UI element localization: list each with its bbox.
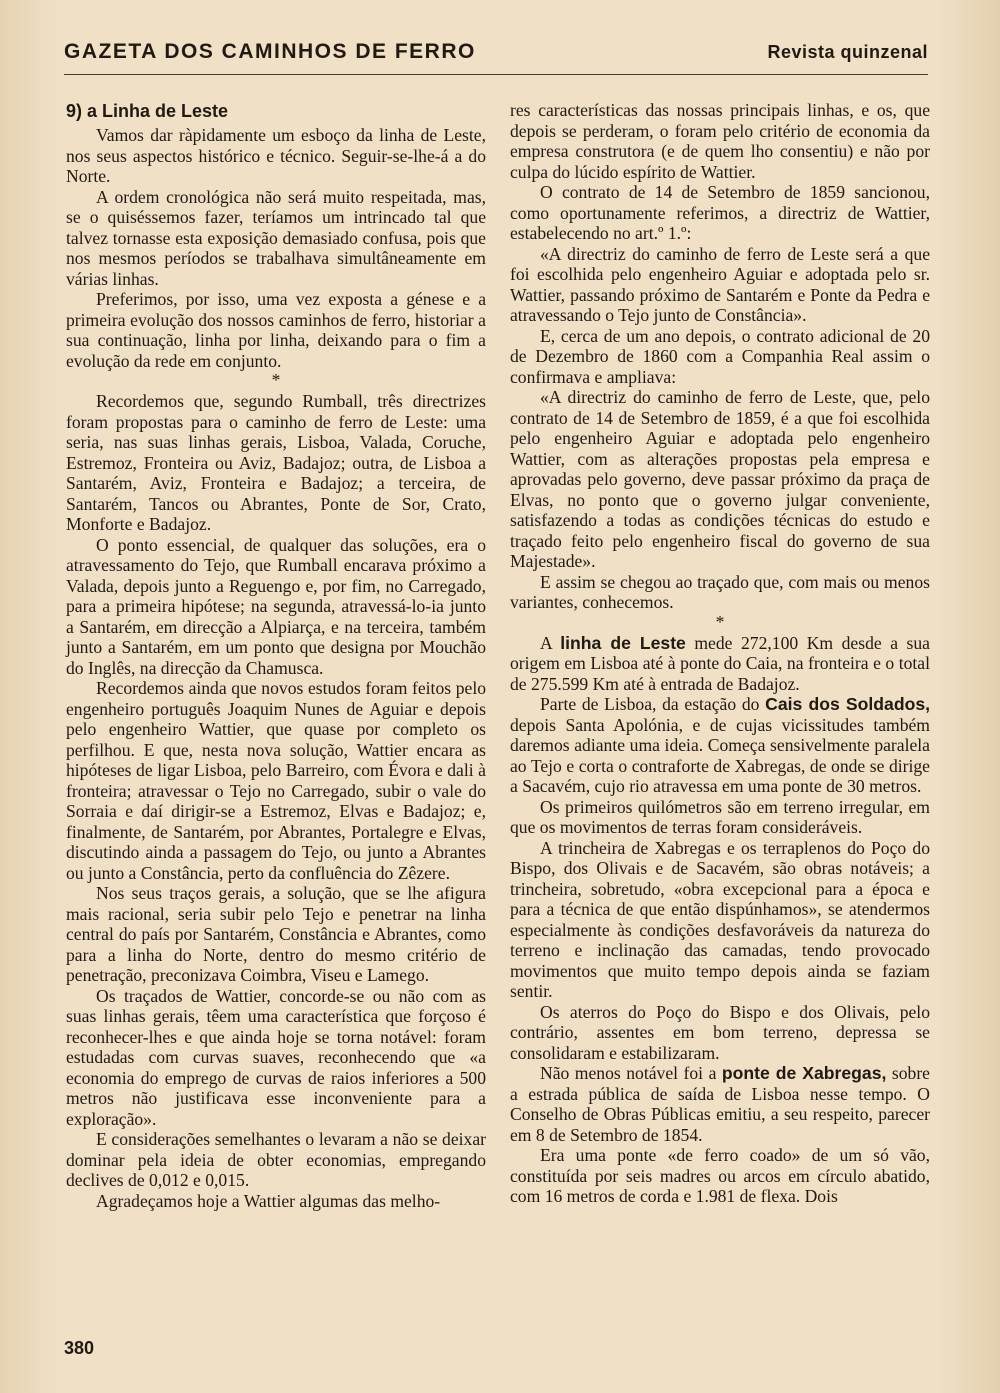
paragraph: Nos seus traços gerais, a solução, que se lhe afigura mais racional, seria subir pelo Tejo e penetrar na linha central do país por Santarém, Constância e Abrantes, como para a linha do Norte, dentro do mesmo critério de penetração, preconizava Coimbra, Viseu e Lamego. [66, 883, 486, 985]
publication-title: GAZETA DOS CAMINHOS DE FERRO [64, 40, 476, 63]
left-column [66, 100, 486, 1211]
text-run: mede 272,100 Km desde a sua origem em Lisboa até à ponte do Caia, na fronteira e o total de 275.599 Km até à entrada de Badajoz. [510, 632, 930, 694]
right-column [510, 100, 930, 1207]
text-run: Parte de Lisboa, da estação do [540, 694, 766, 714]
text-run: sobre a estrada pública de saída de Lisboa nesse tempo. O Conselho de Obras Públicas emitiu, a seu respeito, parecer em 8 de Setembro de 1854. [510, 1063, 930, 1145]
paragraph [510, 633, 930, 695]
paragraph [510, 1063, 930, 1145]
paragraph: Os aterros do Poço do Bispo e dos Olivais, pelo contrário, assentes em bom terreno, depressa se consolidaram e estabilizaram. [510, 1001, 930, 1063]
quotation: «A directriz do caminho de ferro de Leste, que, pelo contrato de 14 de Setembro de 1859, é a que foi escolhida pelo engenheiro Aguiar e adoptada pelo engenheiro Wattier, com as alterações propostas pela empresa e aprovadas pelo governo, deve passar próximo da praça de Elvas, no ponto que o governo julgar conveniente, satisfazendo a todas as condições técnicas do estudo e traçado feito pelo engenheiro fiscal do governo de sua Majestade». [510, 387, 930, 571]
bold-term: ponte de Xabregas, [721, 1063, 887, 1083]
paragraph: O contrato de 14 de Setembro de 1859 sancionou, como oportunamente referimos, a directriz de Wattier, estabelecendo no art.º 1.º: [510, 182, 930, 243]
paragraph: A ordem cronológica não será muito respeitada, mas, se o quiséssemos fazer, teríamos um intrincado tal que talvez tornasse esta exposição demasiado confusa, pois que nos mesmos períodos se trabalhava simultâneamente em várias linhas. [66, 186, 486, 289]
bold-term: Cais dos Soldados, [765, 694, 930, 714]
section-title: 9) a Linha de Leste [66, 101, 229, 121]
quotation: «A directriz do caminho de ferro de Leste será a que foi escolhida pelo engenheiro Aguiar e adoptada pelo sr. Wattier, passando próximo de Santarém e Ponte da Pedra e atravessando o Tejo junto de Constância». [510, 243, 930, 325]
paragraph-continued: res características das nossas principais linhas, e os, que depois se perderam, o foram pelo critério de economia da empresa construtora (e de quem lho consentiu) e não por culpa do lúcido espírito de Wattier. [510, 100, 930, 182]
paragraph: Era uma ponte «de ferro coado» de um só vão, constituída por seis madres ou arcos em círculo abatido, com 16 metros de corda e 1.981 de flexa. Dois [510, 1145, 930, 1206]
paragraph: Os traçados de Wattier, concorde-se ou não com as suas linhas gerais, têem uma característica que forçoso é reconhecer-lhes e que ainda hoje se torna notável: foram estudadas com curvas suaves, reconhecendo que «a economia do emprego de curvas de raios inferiores a 500 metros não justificava esse inconveniente para a exploração». [66, 985, 486, 1129]
bold-term: linha de Leste [560, 632, 686, 653]
text-run: A [540, 632, 561, 653]
section-separator: * [715, 611, 725, 632]
text-run: Não menos notável foi a [540, 1063, 722, 1083]
paragraph: E assim se chegou ao traçado que, com mais ou menos variantes, conhecemos. [510, 571, 930, 612]
paragraph: Recordemos que, segundo Rumball, três directrizes foram propostas para o caminho de ferro de Leste: uma seria, nas suas linhas gerais, Lisboa, Valada, Coruche, Estremoz, Fronteira ou Aviz, Badajoz; outra, de Lisboa a Santarém, Aviz, Fronteira e Badajoz; a terceira, de Santarém, Tancos ou Abrantes, Ponte de Sor, Crato, Monforte e Badajoz. [66, 391, 486, 534]
paragraph: A trincheira de Xabregas e os terraplenos do Poço do Bispo, dos Olivais e de Sacavém, são obras notáveis; a trincheira, sobretudo, «obra excepcional para a época e para a técnica de que então dispúnhamos», se atendermos especialmente às condições desfavoráveis da natureza do terreno e inclinação das camadas, tendo provocado movimentos que muito tempo depois ainda se faziam sentir. [510, 837, 930, 1001]
paragraph: Os primeiros quilómetros são em terreno irregular, em que os movimentos de terras foram consideráveis. [510, 796, 930, 837]
paragraph: E considerações semelhantes o levaram a não se deixar dominar pela ideia de obter economias, empregando declives de 0,012 e 0,015. [66, 1129, 486, 1190]
page-number: 380 [64, 1338, 95, 1358]
paragraph [510, 694, 930, 797]
section-separator: * [271, 370, 281, 390]
text-run: depois Santa Apolónia, e de cujas vicissitudes também daremos adiante uma ideia. Começa sensivelmente paralela ao Tejo e corta o contraforte de Xabregas, de onde se dirige a Sacavém, cujo rio atravessa em uma ponte de 30 metros. [510, 714, 930, 796]
paragraph: Recordemos ainda que novos estudos foram feitos pelo engenheiro português Joaquim Nunes de Aguiar e depois pelo engenheiro Wattier, que quase por completo os perfilhou. E que, nesta nova solução, Wattier encara as hipóteses de ligar Lisboa, pelo Barreiro, com Évora e dali à fronteira; atravessar o Tejo no Carregado, subir o vale do Sorraia e daí dirigir-se a Estremoz, Elvas e Badajoz; e, finalmente, de Santarém, por Abrantes, Portalegre e Elvas, discutindo ainda a passagem do Tejo, ou junto a Abrantes ou junto a Constância, perto da confluência do Zêzere. [66, 678, 486, 883]
page-header [64, 38, 928, 75]
publication-subtitle: Revista quinzenal [767, 42, 928, 62]
paragraph: Preferimos, por isso, uma vez exposta a génese e a primeira evolução dos nossos caminhos de ferro, historiar a sua continuação, linha por linha, deixando para o fim a evolução da rede em conjunto. [66, 289, 486, 371]
paragraph: Vamos dar ràpidamente um esboço da linha de Leste, nos seus aspectos histórico e técnico. Seguir-se-lhe-á a do Norte. [66, 125, 486, 186]
paragraph: Agradeçamos hoje a Wattier algumas das melho- [96, 1190, 441, 1211]
paragraph: O ponto essencial, de qualquer das soluções, era o atravessamento do Tejo, que Rumball encarava próximo a Valada, depois junto a Reguengo e, por fim, no Carregado, para a primeira hipótese; na segunda, atravessá-lo-ia junto a Santarém, em direcção a Alpiarça, e na terceira, também junto a Santarém, em um ponto que designa por Mouchão do Inglês, na direcção da Chamusca. [66, 534, 486, 678]
paragraph: E, cerca de um ano depois, o contrato adicional de 20 de Dezembro de 1860 com a Companhia Real assim o confirmava e ampliava: [510, 325, 930, 387]
